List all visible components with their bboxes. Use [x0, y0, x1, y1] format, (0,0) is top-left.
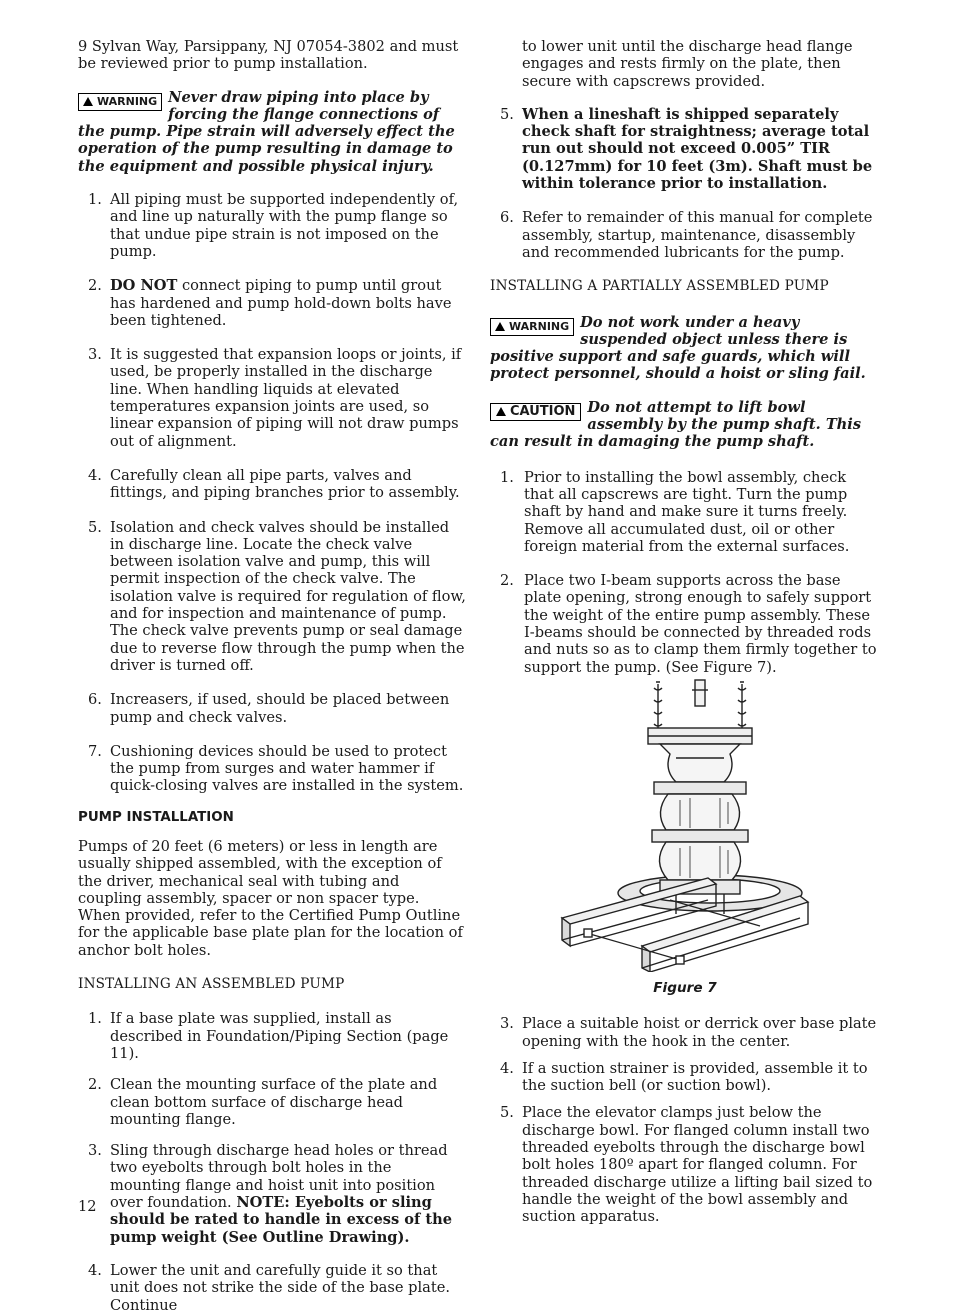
intro-text: 9 Sylvan Way, Parsippany, NJ 07054-3802 and must be reviewed prior to pump installation. [78, 38, 459, 73]
warning-triangle-icon [83, 97, 93, 106]
list-item: 3. Sling through discharge head holes or thread two eyebolts through bolt holes in the mounting flange and hoist unit into position over foundation. NOTE: Eyebolts or sling should be rated to handle in excess of the pump weight (See Outline Drawing). [88, 1142, 453, 1246]
warning-triangle-icon [495, 322, 505, 331]
warning-notice-piping [78, 89, 466, 175]
partial-pump-heading: INSTALLING A PARTIALLY ASSEMBLED PUMP [490, 278, 829, 295]
list-item: 4. If a suction strainer is provided, assemble it to the suction bell (or suction bowl). [500, 1059, 868, 1095]
warning-text: Never draw piping into place by forcing the flange connections of the pump. Pipe strain will adversely effect the operation of the pump resulting in damage to the equipment and possible physical injury. [78, 88, 455, 175]
page-number: 12 [78, 1198, 97, 1215]
left-column [78, 38, 466, 1314]
list-item: 6. Refer to remainder of this manual for complete assembly, startup, maintenance, disassembly and recommended lubricants for the pump. [500, 209, 873, 261]
assembled-pump-heading: INSTALLING AN ASSEMBLED PUMP [78, 976, 345, 993]
pump-installation-text: Pumps of 20 feet (6 meters) or less in length are usually shipped assembled, with the exception of the driver, mechanical seal with tubing and coupling assembly, spacer or non spacer type. When provided, refer to the Certified Pump Outline for the applicable base plate plan for the location of anchor bolt holes. [78, 837, 463, 959]
list-item: 5. Place the elevator clamps just below the discharge bowl. For flanged column install two threaded eyebolts through the discharge bowl bolt holes 180º apart for flanged column. For threaded discharge utilize a lifting bail sized to handle the weight of the bowl assembly and suction apparatus. [500, 1104, 873, 1226]
warning-badge: WARNING [490, 318, 574, 336]
warning-notice-suspended [490, 314, 880, 383]
list-item: 1. Prior to installing the bowl assembly, check that all capscrews are tight. Turn the pump shaft by hand and make sure it turns freely. Remove all accumulated dust, oil or other foreign material from the external surfaces. [500, 468, 850, 555]
list-item: 5. Isolation and check valves should be installed in discharge line. Locate the check valve between isolation valve and pump, this will permit inspection of the check valve. The isolation valve is required for regulation of flow, and for inspection and maintenance of pump. The check valve prevents pump or seal damage due to reverse flow through the pump when the driver is turned off. [88, 518, 466, 674]
list-item: 6. Increasers, if used, should be placed between pump and check valves. [88, 691, 450, 726]
assembled-pump-list [78, 1010, 466, 1313]
assembled-pump-list-continued [490, 38, 880, 261]
pump-on-ibeams-drawing [490, 678, 880, 972]
figure-caption: Figure 7 [653, 979, 717, 996]
warning-text: Do not work under a heavy suspended object unless there is positive support and safe guards, which will protect personnel, should a hoist or sling fail. [490, 313, 866, 383]
list-item-continuation: to lower unit until the discharge head flange engages and rests firmly on the plate, then secure with capscrews provided. [522, 38, 853, 90]
list-item: 1. All piping must be supported independently of, and line up naturally with the pump flange so that undue pipe strain is not imposed on the pump. [88, 191, 459, 260]
caution-notice-shaft [490, 399, 880, 451]
piping-list [78, 191, 466, 795]
partial-pump-list [490, 469, 880, 676]
partial-pump-list-continued [490, 1015, 880, 1225]
caution-triangle-icon [496, 407, 506, 416]
caution-badge: CAUTION [490, 403, 581, 421]
list-item: 1. If a base plate was supplied, install as described in Foundation/Piping Section (page 11). [88, 1010, 449, 1062]
right-column [490, 38, 880, 1225]
figure-7-illustration [490, 678, 880, 972]
warning-badge: WARNING [78, 93, 162, 111]
list-item: 3. It is suggested that expansion loops or joints, if used, be properly installed in the discharge line. When handling liquids at elevated temperatures expansion joints are used, so linear expansion of piping will not draw pumps out of alignment. [88, 346, 462, 450]
list-item: 4. Lower the unit and carefully guide it so that unit does not strike the side of the base plate. Continue [88, 1261, 451, 1314]
list-item: 2. Clean the mounting surface of the plate and clean bottom surface of discharge head mounting flange. [88, 1076, 438, 1128]
list-item: 2. DO NOT connect piping to pump until grout has hardened and pump hold-down bolts have been tightened. [88, 277, 452, 329]
list-item: 3. Place a suitable hoist or derrick over base plate opening with the hook in the center. [500, 1015, 877, 1050]
eyebolt-note: NOTE: Eyebolts or sling should be rated to handle in excess of the pump weight (See Outline Drawing). [110, 1194, 453, 1246]
pump-installation-heading: PUMP INSTALLATION [78, 809, 234, 825]
list-item: 2. Place two I-beam supports across the base plate opening, strong enough to safely support the weight of the entire pump assembly. These I-beams should be connected by threaded rods and nuts so as to clamp them firmly together to support the pump. (See Figure 7). [500, 572, 877, 676]
caution-text: Do not attempt to lift bowl assembly by the pump shaft. This can result in damaging the pump shaft. [490, 398, 862, 451]
list-item: 7. Cushioning devices should be used to protect the pump from surges and water hammer if quick-closing valves are installed in the system. [88, 742, 464, 795]
list-item: 4. Carefully clean all pipe parts, valves and fittings, and piping branches prior to assembly. [88, 466, 460, 502]
list-item: 5. When a lineshaft is shipped separately check shaft for straightness; average total run out should not exceed 0.005” TIR (0.127mm) for 10 feet (3m). Shaft must be within tolerance prior to installation. [500, 105, 873, 193]
